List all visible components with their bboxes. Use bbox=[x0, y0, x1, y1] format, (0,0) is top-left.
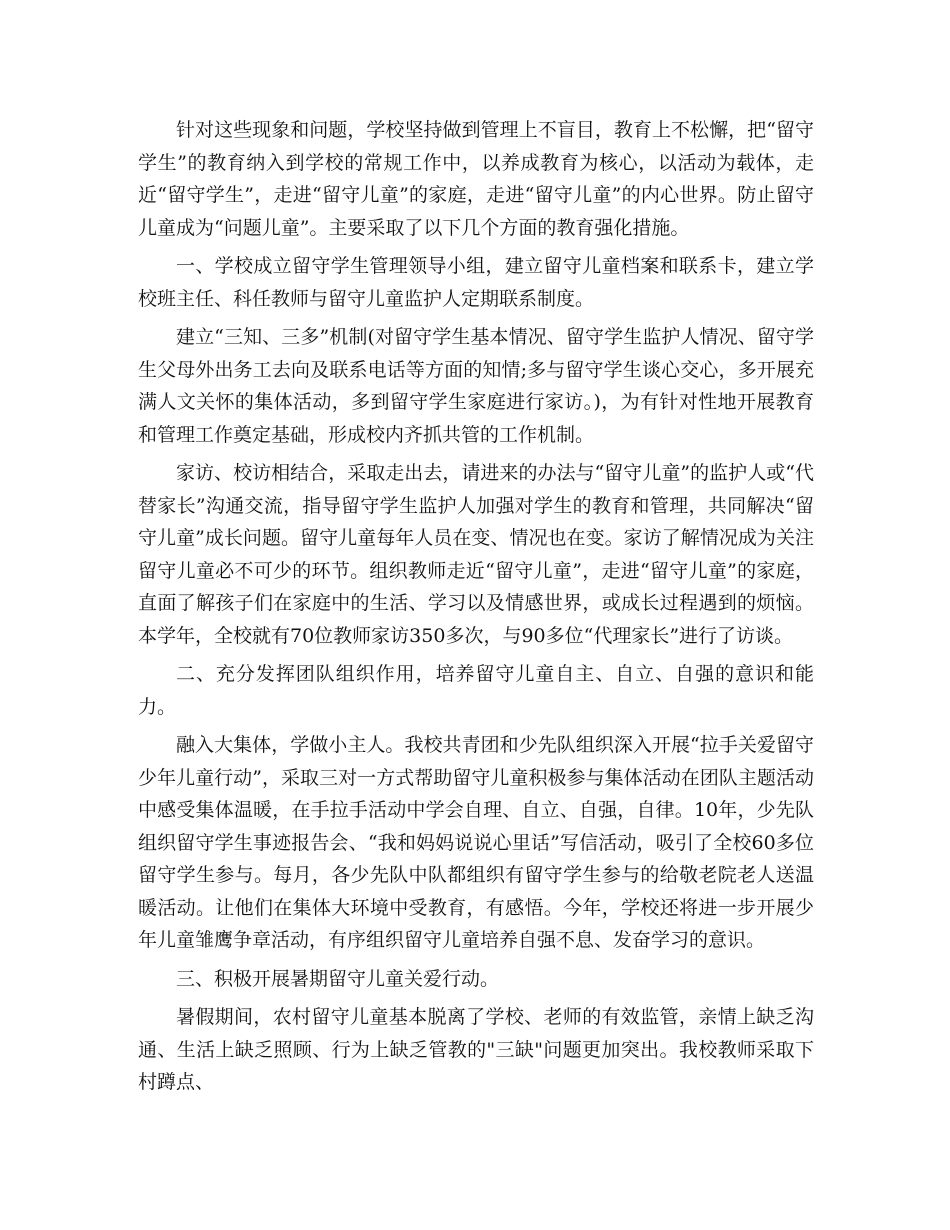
paragraph-summer: 暑假期间，农村留守儿童基本脱离了学校、老师的有效监管，亲情上缺乏沟通、生活上缺乏照顾、行为上缺乏管教的"三缺"问题更加突出。我校教师采取下村蹲点、 bbox=[138, 1006, 814, 1093]
paragraph-intro: 针对这些现象和问题，学校坚持做到管理上不盲目，教育上不松懈，把“留守学生”的教育纳入到学校的常规工作中，以养成教育为核心，以活动为载体，走近“留守学生”，走进“留守儿童”的家庭，走进“留守儿童”的内心世界。防止留守儿童成为“问题儿童”。主要采取了以下几个方面的教育强化措施。 bbox=[138, 119, 814, 239]
document-page bbox=[138, 114, 814, 1105]
paragraph-three-knows: 建立“三知、三多”机制(对留守学生基本情况、留守学生监护人情况、留守学生父母外出务工去向及联系电话等方面的知情;多与留守学生谈心交心，多开展充满人文关怀的集体活动，多到留守学生家庭进行家访。)，为有针对性地开展教育和管理工作奠定基础，形成校内齐抓共管的工作机制。 bbox=[138, 326, 814, 446]
paragraph-collective: 融入大集体，学做小主人。我校共青团和少先队组织深入开展“拉手关爱留守少年儿童行动”，采取三对一方式帮助留守儿童积极参与集体活动在团队主题活动中感受集体温暖，在手拉手活动中学会自理、自立、自强，自律。10年，少先队组织留守学生事迹报告会、“我和妈妈说说心里话”写信活动，吸引了全校60多位留守学生参与。每月，各少先队中队都组织有留守学生参与的给敬老院老人送温暖活动。让他们在集体大环境中受教育，有感悟。今年，学校还将进一步开展少年儿童雏鹰争章活动，有序组织留守儿童培养自强不息、发奋学习的意识。 bbox=[138, 734, 814, 951]
paragraph-home-visits: 家访、校访相结合，采取走出去，请进来的办法与“留守儿童”的监护人或“代替家长”沟通交流，指导留守学生监护人加强对学生的教育和管理，共同解决“留守儿童”成长问题。留守儿童每年人员在变、情况也在变。家访了解情况成为关注留守儿童必不可少的环节。组织教师走近“留守儿童”，走进“留守儿童”的家庭，直面了解孩子们在家庭中的生活、学习以及情感世界，或成长过程遇到的烦恼。本学年，全校就有70位教师家访350多次，与90多位“代理家长”进行了访谈。 bbox=[138, 462, 814, 647]
paragraph-section-1: 一、学校成立留守学生管理领导小组，建立留守儿童档案和联系卡，建立学校班主任、科任教师与留守儿童监护人定期联系制度。 bbox=[138, 255, 814, 310]
paragraph-section-2: 二、充分发挥团队组织作用，培养留守儿童自主、自立、自强的意识和能力。 bbox=[138, 663, 814, 718]
paragraph-section-3: 三、积极开展暑期留守儿童关爱行动。 bbox=[176, 967, 500, 990]
